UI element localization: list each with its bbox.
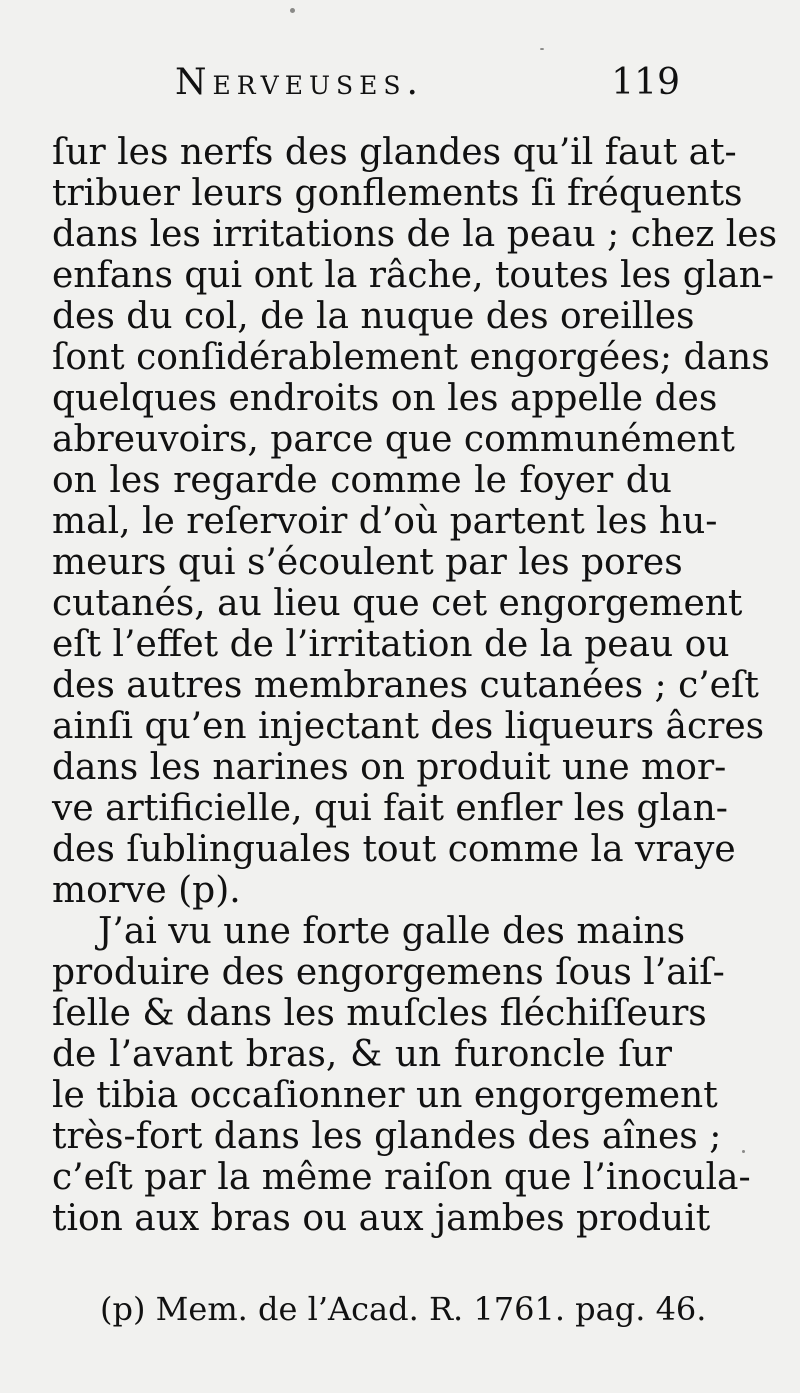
page-header — [175, 62, 680, 112]
text-line: cutanés, au lieu que cet engorgement — [52, 583, 743, 624]
text-line: ſont conſidérablement engorgées; dans — [52, 337, 770, 378]
text-line: ſelle & dans les muſcles fléchiſſeurs — [52, 993, 707, 1034]
text-line: des autres membranes cutanées ; c’eſt — [52, 665, 759, 706]
text-line: dans les irritations de la peau ; chez les — [52, 214, 778, 255]
text-line: morve (p). — [52, 870, 241, 911]
text-line: dans les narines on produit une mor- — [52, 747, 727, 788]
paper-speck — [742, 1150, 745, 1153]
text-line: eſt l’effet de l’irritation de la peau ou — [52, 624, 730, 665]
text-line: ainſi qu’en injectant des liqueurs âcres — [52, 706, 765, 747]
text-line: meurs qui s’écoulent par les pores — [52, 542, 683, 583]
text-line: c’eſt par la même raiſon que l’inocula- — [52, 1157, 751, 1198]
text-line: ſur les nerfs des glandes qu’il faut at- — [52, 132, 737, 173]
text-line: le tibia occaſionner un engorgement — [52, 1075, 718, 1116]
paper-speck — [540, 48, 544, 50]
text-line: tribuer leurs gonflements ſi fréquents — [52, 173, 743, 214]
text-line: tion aux bras ou aux jambes produit — [52, 1198, 711, 1239]
running-head: Nerveuses. — [175, 62, 425, 103]
text-line: de l’avant bras, & un furoncle ſur — [52, 1034, 672, 1075]
paragraph-start-line: J’ai vu une forte galle des mains — [98, 911, 686, 952]
text-line: quelques endroits on les appelle des — [52, 378, 718, 419]
paper-speck — [290, 8, 295, 13]
page-number: 119 — [611, 62, 680, 103]
text-line: très-fort dans les glandes des aînes ; — [52, 1116, 722, 1157]
text-line: mal, le reſervoir d’où partent les hu- — [52, 501, 718, 542]
body-text — [52, 132, 778, 1239]
text-line: on les regarde comme le foyer du — [52, 460, 672, 501]
text-line: des du col, de la nuque des oreilles — [52, 296, 695, 337]
text-line: enfans qui ont la râche, toutes les glan- — [52, 255, 775, 296]
text-line: produire des engorgemens ſous l’aiſ- — [52, 952, 725, 993]
text-line: abreuvoirs, parce que communément — [52, 419, 735, 460]
footnote: (p) Mem. de l’Acad. R. 1761. pag. 46. — [100, 1290, 707, 1328]
text-line: ve artificielle, qui fait enfler les glan- — [52, 788, 728, 829]
text-line: des ſublinguales tout comme la vraye — [52, 829, 736, 870]
